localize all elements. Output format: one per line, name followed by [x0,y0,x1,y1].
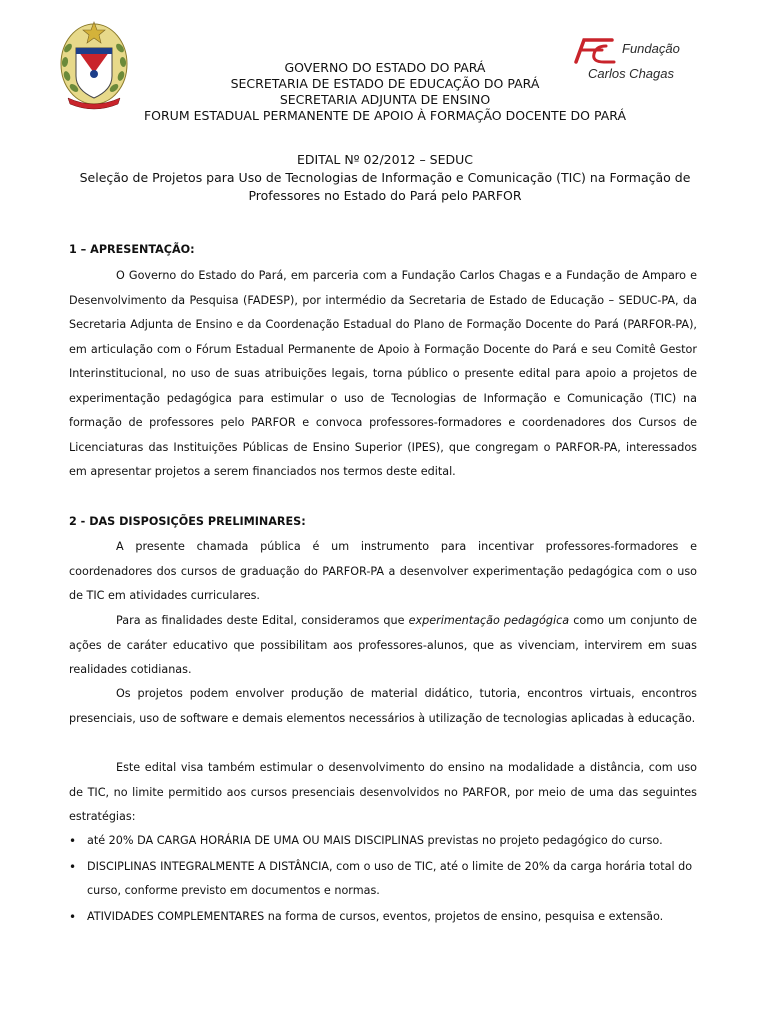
paragraph-2-text-after: como um conjunto de ações de caráter educativo que possibilitam aos professores-alunos, que as vivenciam, intervirem em suas realidades cotidianas. [69,614,697,676]
emphasis-experimentacao-pedagogica: experimentação pedagógica [408,614,570,627]
header-line-governo: GOVERNO DO ESTADO DO PARÁ [284,60,486,75]
edital-title-line-1: Seleção de Projetos para Uso de Tecnologias de Informação e Comunicação (TIC) na Formação de [79,170,691,185]
bullet-item: • ATIVIDADES COMPLEMENTARES na forma de cursos, eventos, projetos de ensino, pesquisa e extensão. [69,905,697,930]
section-2-paragraph-2 [69,609,697,683]
header-line-forum: FORUM ESTADUAL PERMANENTE DE APOIO À FORMAÇÃO DOCENTE DO PARÁ [143,108,627,123]
edital-number: EDITAL Nº 02/2012 – SEDUC [296,152,474,167]
section-2-paragraph-3: Os projetos podem envolver produção de material didático, tutoria, encontros virtuais, encontros presenciais, uso de software e demais elementos necessários à utilização de tecnologias aplicadas à educação. [69,687,697,725]
header-line-secretaria-educacao: SECRETARIA DE ESTADO DE EDUCAÇÃO DO PARÁ [230,76,540,91]
header-line-secretaria-adjunta: SECRETARIA ADJUNTA DE ENSINO [279,92,491,107]
section-2-paragraph-4: Este edital visa também estimular o desenvolvimento do ensino na modalidade a distância, com uso de TIC, no limite permitido aos cursos presenciais desenvolvidos no PARFOR, por meio de uma das seguintes estratégias: [69,761,697,823]
section-2-title: 2 - DAS DISPOSIÇÕES PRELIMINARES: [69,515,306,528]
section-2-paragraph-1: A presente chamada pública é um instrumento para incentivar professores-formadores e coordenadores dos cursos de graduação do PARFOR-PA a desenvolver experimentação pedagógica com o uso de TIC em atividades curriculares. [69,540,697,602]
edital-title-line-2: Professores no Estado do Pará pelo PARFOR [248,188,522,203]
bullet-item: • DISCIPLINAS INTEGRALMENTE A DISTÂNCIA, com o uso de TIC, até o limite de 20% da carga horária total do curso, conforme previsto em documentos e normas. [69,855,697,904]
section-1-title: 1 – APRESENTAÇÃO: [69,243,195,256]
bullet-item: • até 20% DA CARGA HORÁRIA DE UMA OU MAIS DISCIPLINAS previstas no projeto pedagógico do curso. [69,829,697,854]
edital-title-block [0,151,770,205]
logo-text-fundacao: Fundação [622,41,680,56]
logo-text-carlos-chagas: Carlos Chagas [588,66,674,81]
section-1-paragraph: O Governo do Estado do Pará, em parceria com a Fundação Carlos Chagas e a Fundação de Amparo e Desenvolvimento da Pesquisa (FADESP), por intermédio da Secretaria de Estado de Educação – SEDUC-PA, da Secretaria Adjunta de Ensino e da Coordenação Estadual do Plano de Formação Docente do Pará (PARFOR-PA), em articulação com o Fórum Estadual Permanente de Apoio à Formação Docente do Pará e seu Comitê Gestor Interinstitucional, no uso de suas atribuições legais, torna público o presente edital para apoio a projetos de experimentação pedagógica para estimular o uso de Tecnologias de Informação e Comunicação (TIC) na formação de professores pelo PARFOR e convoca professores-formadores e coordenadores dos Cursos de Licenciaturas das Instituições Públicas de Ensino Superior (IPES), que congregam o PARFOR-PA, interessados em apresentar projetos a serem financiados nos termos deste edital. [69,269,697,478]
paragraph-2-text-before: Para as finalidades deste Edital, consideramos que [116,614,409,627]
document-header [0,60,770,124]
strategies-bullet-list [69,829,697,930]
